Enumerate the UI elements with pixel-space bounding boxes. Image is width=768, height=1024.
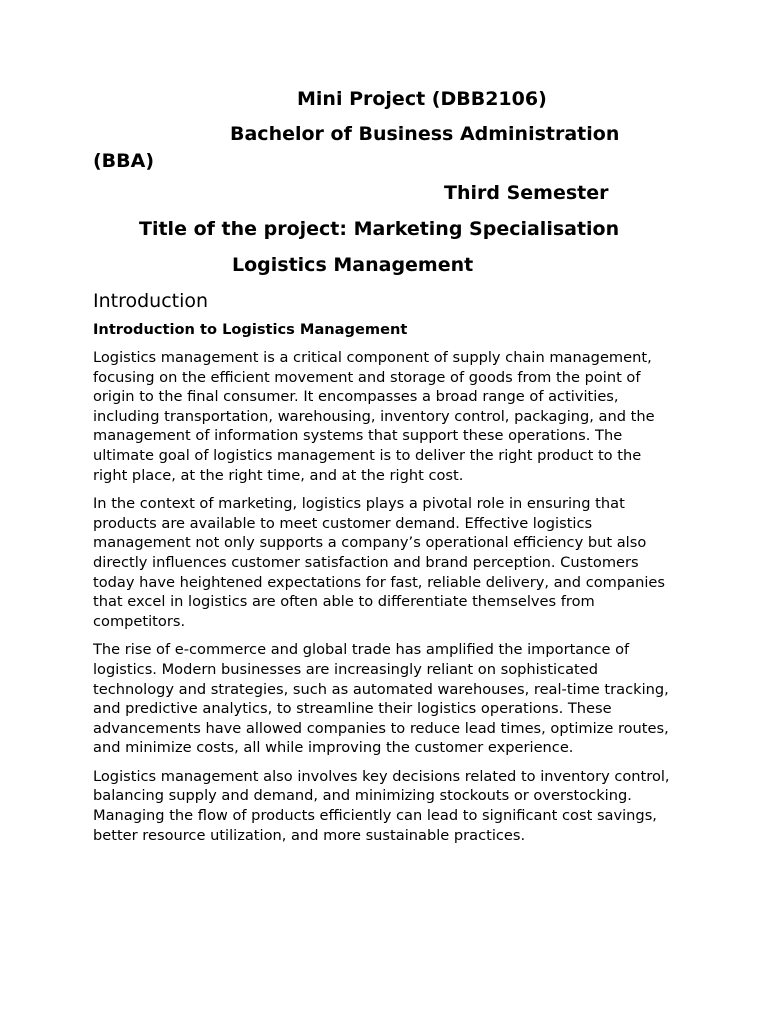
paragraph-3: The rise of e-commerce and global trade has amplified the importance of logistics. Modern businesses are increasingly reliant on sophisticated technology and strategies, such as automated warehouses, real-time tracking, and predictive analytics, to streamline their logistics operations. These advancements have allowed companies to reduce lead times, optimize routes, and minimize costs, all while improving the customer experience. — [93, 641, 669, 757]
section-heading-introduction: Introduction — [93, 290, 209, 312]
paragraph-1: Logistics management is a critical component of supply chain management, focusing on the efficient movement and storage of goods from the point of origin to the final consumer. It encompasses a broad range of activities, including transportation, warehousing, inventory control, packaging, and the management of information systems that support these operations. The ultimate goal of logistics management is to deliver the right product to the right place, at the right time, and at the right cost. — [93, 349, 655, 484]
document-page — [93, 86, 673, 854]
semester-title: Third Semester — [444, 182, 609, 204]
sub-heading-logistics-intro: Introduction to Logistics Management — [93, 321, 408, 338]
paragraph-2: In the context of marketing, logistics plays a pivotal role in ensuring that products are available to meet customer demand. Effective logistics management not only supports a company’s operational efficiency but also directly influences customer satisfaction and brand perception. Customers today have heightened expectations for fast, reliable delivery, and companies that excel in logistics are often able to differentiate themselves from competitors. — [93, 495, 665, 630]
degree-title: Bachelor of Business Administration — [230, 123, 620, 145]
paragraph-4: Logistics management also involves key decisions related to inventory control, balancing supply and demand, and minimizing stockouts or overstocking. Managing the flow of products efficiently can lead to significant cost savings, better resource utilization, and more sustainable practices. — [93, 767, 670, 844]
project-subject-title: Logistics Management — [232, 254, 474, 276]
project-title: Title of the project: Marketing Specialisation — [139, 218, 620, 240]
project-code-title: Mini Project (DBB2106) — [297, 88, 547, 110]
degree-abbreviation: (BBA) — [93, 150, 155, 172]
